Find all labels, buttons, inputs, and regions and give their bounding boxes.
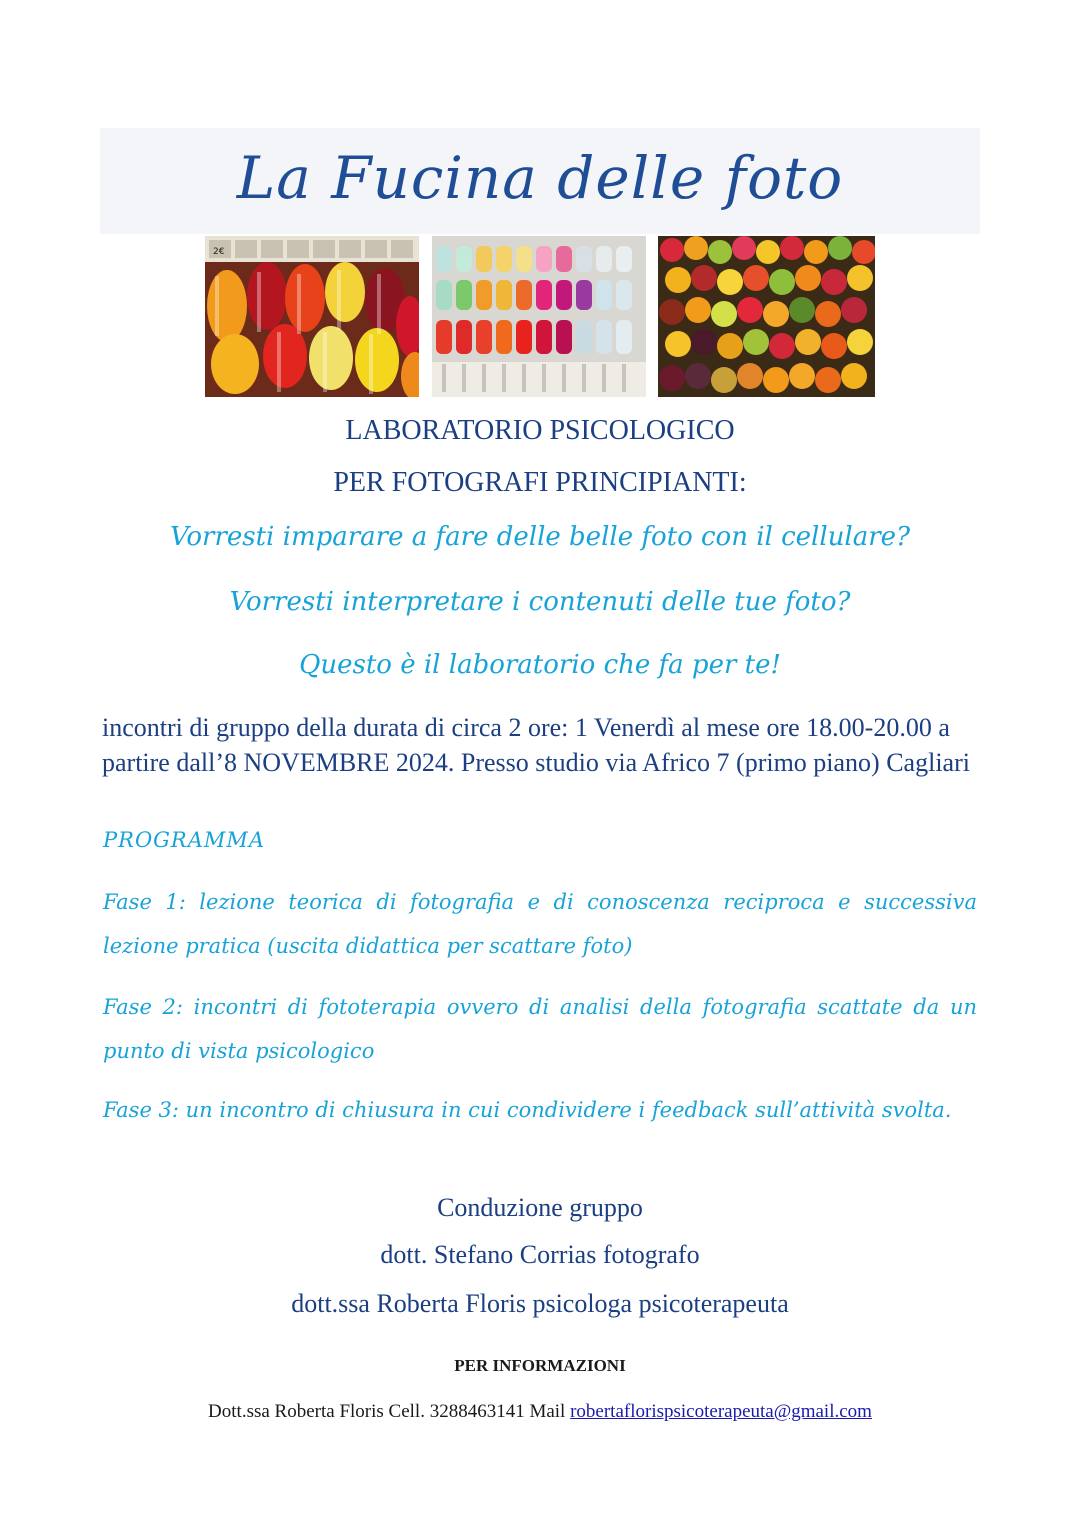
question-1: Vorresti imparare a fare delle belle foto con il cellulare? xyxy=(169,522,911,552)
question-2: Vorresti interpretare i contenuti delle tue foto? xyxy=(229,587,851,617)
email-link[interactable]: robertaflorispsicoterapeuta@gmail.com xyxy=(570,1401,872,1422)
phase-2: Fase 2: incontri di fototerapia ovvero di analisi della fotografia scattate da un punto di vista psicologico xyxy=(103,995,977,1063)
credits-person-1: dott. Stefano Corrias fotografo xyxy=(380,1240,700,1269)
meeting-details: incontri di gruppo della durata di circa 2 ore: 1 Venerdì al mese ore 18.00-20.00 a partire dall’8 NOVEMBRE 2024. Presso studio via Africo 7 (primo piano) Cagliari xyxy=(102,713,970,777)
workshop-heading-line1: LABORATORIO PSICOLOGICO xyxy=(345,415,735,446)
info-heading: PER INFORMAZIONI xyxy=(454,1356,626,1375)
phase-1: Fase 1: lezione teorica di fotografia e di conoscenza reciproca e successiva lezione pratica (uscita didattica per scattare foto) xyxy=(103,890,977,958)
contact-text: Dott.ssa Roberta Floris Cell. 3288463141 Mail xyxy=(208,1401,571,1422)
tagline: Questo è il laboratorio che fa per te! xyxy=(299,650,781,680)
title-banner xyxy=(100,128,980,234)
popsicles-photo xyxy=(432,236,646,397)
tropical-fruits-photo xyxy=(658,236,875,397)
program-title: PROGRAMMA xyxy=(103,828,266,852)
price-tag: 2€ xyxy=(213,247,225,257)
phase-3: Fase 3: un incontro di chiusura in cui condividere i feedback sull’attività svolta. xyxy=(103,1098,952,1122)
contact-line xyxy=(0,1401,1080,1423)
smoothie-cups-photo xyxy=(205,236,419,397)
workshop-heading-line2: PER FOTOGRAFI PRINCIPIANTI: xyxy=(333,467,747,498)
credits-person-2: dott.ssa Roberta Floris psicologa psicoterapeuta xyxy=(291,1289,789,1318)
page-title: La Fucina delle foto xyxy=(236,144,844,212)
credits-title: Conduzione gruppo xyxy=(437,1193,643,1222)
